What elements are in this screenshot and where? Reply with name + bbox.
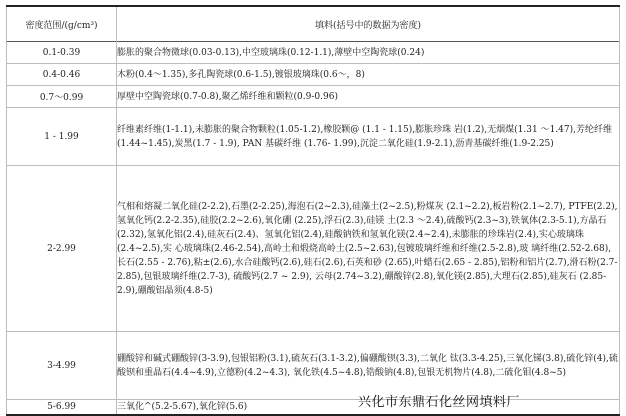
filler-list-cell: 气相和熔凝二氧化硅(2-2.2),石墨(2-2.25),海泡石(2~2.3),硅藻土(2~2.5),粉煤灰 (2.1~2.2),板岩粉(2.1~2.7), PTFE(2.2),氢氧化钙(2.2-2.35),硅胶(2.2~2.6),氧化硼 (2.25),浮石(2.3),硅镁 土(2.3 ～2.4),硫酸钙(2.3~3),铁氧体(2.3-5.1),方晶石(2.32),氢氧化铝(2.4),硅灰石(2.4)、氢氧化铝(2.4),硅酸钠铁和氢氧化镁(2.4~2.4),未膨胀的珍珠岩(2.4),实心玻璃珠(2.4~2.5),实 心玻璃珠(2.46-2.54),高岭土和煅烧高岭土(2.5~2.63),包镀玻璃纤维和纤维(2.5-2.8),玻 璃纤维(2.52-2.68),长石(2.55 - 2.76),粘±(2.6),水合硅酸钙(2.6),硅石(2.6),石英和砂 (2.65),叶蜡石(2.65 - 2.85),铝粉和铝片(2.7),滑石粉(2.7-2.85),包银玻璃纤维(2.7-3), 硫酸钙(2.7 ~ 2.9), 云母(2.74~3.2),硼酸锌(2.8),氧化镁(2.85),大理石(2.85),硅灰石 (2.85-2.9),硼酸铝晶须(4.8-5) [117, 166, 620, 332]
filler-list-cell: 三氧化^(5.2-5.67),氧化锌(5.6) [117, 400, 620, 416]
table-row [7, 400, 620, 416]
table-header-row [7, 6, 620, 42]
filler-list-cell: 木粉(0.4～1.35),多孔陶瓷球(0.6-1.5),镀银玻璃珠(0.6～，8) [117, 64, 620, 86]
table-row [7, 86, 620, 108]
table-row [7, 42, 620, 64]
filler-list-cell: 硼酸锌和碱式硼酸锌(3-3.9),包银铝粉(3.1),硫灰石(3.1-3.2),偏硼酸钡(3.3),二氧化 钛(3.3-4.25),三氧化锑(3.8),硫化锌(4),硫酸钡和重晶石(4.4~4.9),立德粉(4.2~4.3), 氧化铁(4.5~4.8),锆酸钠(4.8),包银无机物片(4.8),二硫化钼(4.8~5) [117, 332, 620, 400]
filler-density-table [6, 5, 620, 416]
density-range-cell: 2-2.99 [7, 166, 117, 332]
density-range-cell: 5-6.99 [7, 400, 117, 416]
filler-list-cell: 纤维素纤维(1-1.1),未膨胀的聚合物颗粒(1.05-1.2),橡胶颗@ (1.1 - 1.15),膨胀珍珠 岩(1.2),无烟煤(1.31 ～1.47),芳纶纤维(1.44~1.45),炭黑(1.7 - 1.9), PAN 基碳纤维 (1.76- 1.99),沉淀二氧化硅(1.9-2.1),沥青基碳纤维(1.9-2.25) [117, 108, 620, 166]
density-range-header: 密度范围/(g/cm³) [7, 6, 117, 42]
filler-header: 填料(括号中的数据为密度) [117, 6, 620, 42]
filler-text: 膨胀的聚合物微球(0.03-0.13),中空玻璃珠(0.12-1.1),薄壁中空陶瓷球(0.24) [117, 47, 425, 58]
density-range-cell: 1 - 1.99 [7, 108, 117, 166]
density-range-cell: 3-4.99 [7, 332, 117, 400]
density-range-cell: 0.4-0.46 [7, 64, 117, 86]
filler-list-cell: 厚壁中空陶瓷球(0.7-0.8),聚乙烯纤维和颗粒(0.9-0.96) [117, 86, 620, 108]
density-range-cell: 0.7～0.99 [7, 86, 117, 108]
table-row [7, 332, 620, 400]
watermark-text: 兴化市东鼎石化丝网填料厂 [358, 395, 521, 410]
table-row [7, 108, 620, 166]
filler-list-cell [117, 42, 620, 64]
table-row [7, 166, 620, 332]
table-row [7, 64, 620, 86]
density-range-cell: 0.1-0.39 [7, 42, 117, 64]
